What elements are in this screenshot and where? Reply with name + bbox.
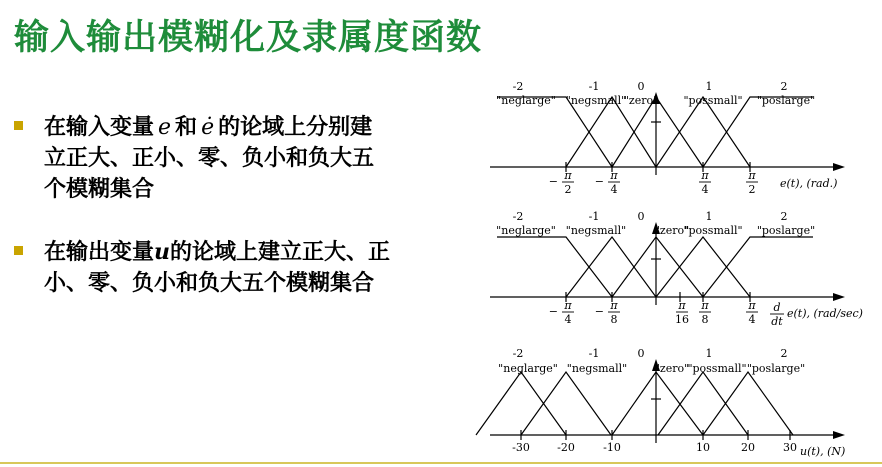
set-name-label: "negsmall" (566, 362, 628, 375)
membership-poslarge (703, 372, 793, 435)
membership-zero (612, 372, 703, 435)
membership-negsmall (566, 97, 656, 167)
set-index-label: 1 (705, 347, 713, 360)
membership-negsmall (566, 237, 656, 297)
x-tick-denominator: 4 (748, 313, 756, 326)
x-tick-numerator: π (748, 169, 756, 182)
set-index-label: -1 (588, 80, 600, 93)
x-axis-arrow (833, 431, 845, 439)
set-index-label: 2 (780, 347, 788, 360)
set-name-label: "zero" (654, 224, 690, 237)
x-tick-numerator: π (610, 299, 618, 312)
x-tick-label: -20 (557, 441, 575, 454)
bullet-text: 在输入变量 e 和 ė 的论域上分别建 立正大、正小、零、负小和负大五 个模糊集合 (44, 115, 375, 202)
x-tick-label: 20 (741, 441, 755, 454)
x-tick-numerator: π (564, 169, 572, 182)
x-tick-label: 30 (783, 441, 797, 454)
x-tick-numerator: π (748, 299, 756, 312)
x-axis-label: e(t), (rad/sec) (787, 307, 863, 320)
membership-neglarge (497, 237, 612, 297)
x-tick-numerator: π (610, 169, 618, 182)
set-name-label: "poslarge" (756, 224, 816, 237)
set-index-label: -1 (588, 210, 600, 223)
set-index-label: -2 (512, 347, 524, 360)
set-index-label: -2 (512, 80, 524, 93)
x-tick-denominator: 16 (675, 313, 689, 326)
set-index-label: 0 (637, 347, 645, 360)
x-tick-denominator: 4 (701, 183, 709, 196)
set-name-label: "negsmall" (565, 94, 627, 107)
set-index-label: 1 (705, 80, 713, 93)
set-name-label: "possmall" (683, 94, 743, 107)
set-index-label: 2 (780, 210, 788, 223)
x-axis-label-deriv-num: d (773, 301, 781, 314)
set-index-label: 1 (705, 210, 713, 223)
set-name-label: "poslarge" (746, 362, 806, 375)
x-tick-sign: − (594, 175, 604, 188)
set-index-label: -2 (512, 210, 524, 223)
x-tick-numerator: π (564, 299, 572, 312)
x-axis-label: e(t), (rad.) (780, 177, 838, 190)
slide-title: 输入输出模糊化及隶属度函数 (14, 18, 483, 58)
set-name-label: "negsmall" (565, 224, 627, 237)
symbol-e: e (158, 115, 172, 140)
set-index-label: -1 (588, 347, 600, 360)
set-name-label: "possmall" (687, 362, 747, 375)
x-tick-denominator: 2 (748, 183, 756, 196)
x-tick-sign: − (594, 305, 604, 318)
x-tick-denominator: 8 (701, 313, 709, 326)
membership-neglarge (476, 372, 566, 435)
x-tick-label: 10 (696, 441, 710, 454)
x-tick-sign: − (548, 175, 558, 188)
set-index-label: 0 (637, 210, 645, 223)
x-tick-label: -30 (512, 441, 530, 454)
x-axis-arrow (833, 293, 845, 301)
x-tick-numerator: π (678, 299, 686, 312)
x-tick-denominator: 8 (610, 313, 618, 326)
set-name-label: "poslarge" (756, 94, 816, 107)
x-tick-numerator: π (701, 299, 709, 312)
x-tick-numerator: π (701, 169, 709, 182)
membership-negsmall (521, 372, 611, 435)
membership-zero (612, 237, 703, 297)
x-tick-denominator: 4 (564, 313, 572, 326)
symbol-e-dot: ė (201, 115, 215, 140)
footer-divider (0, 462, 882, 464)
set-name-label: "zero" (623, 94, 659, 107)
set-name-label: "neglarge" (496, 224, 556, 237)
set-name-label: "neglarge" (498, 362, 558, 375)
membership-possmall (656, 97, 750, 167)
membership-zero (612, 97, 703, 167)
membership-poslarge (703, 97, 813, 167)
x-tick-label: -10 (603, 441, 621, 454)
membership-possmall (658, 372, 748, 435)
x-tick-sign: − (548, 305, 558, 318)
set-name-label: "neglarge" (496, 94, 556, 107)
set-name-label: "zero" (654, 362, 690, 375)
membership-neglarge (497, 97, 612, 167)
set-index-label: 2 (780, 80, 788, 93)
x-axis-arrow (833, 163, 845, 171)
x-axis-label-deriv-den: dt (771, 315, 783, 328)
bullet-text: 在输出变量u的论域上建立正大、正 小、零、负小和负大五个模糊集合 (44, 239, 391, 296)
symbol-u: u (154, 239, 171, 265)
set-name-label: "possmall" (683, 224, 743, 237)
set-index-label: 0 (637, 80, 645, 93)
membership-poslarge (703, 237, 813, 297)
x-axis-label: u(t), (N) (800, 445, 846, 458)
membership-possmall (656, 237, 750, 297)
x-tick-denominator: 4 (610, 183, 618, 196)
x-tick-denominator: 2 (564, 183, 572, 196)
